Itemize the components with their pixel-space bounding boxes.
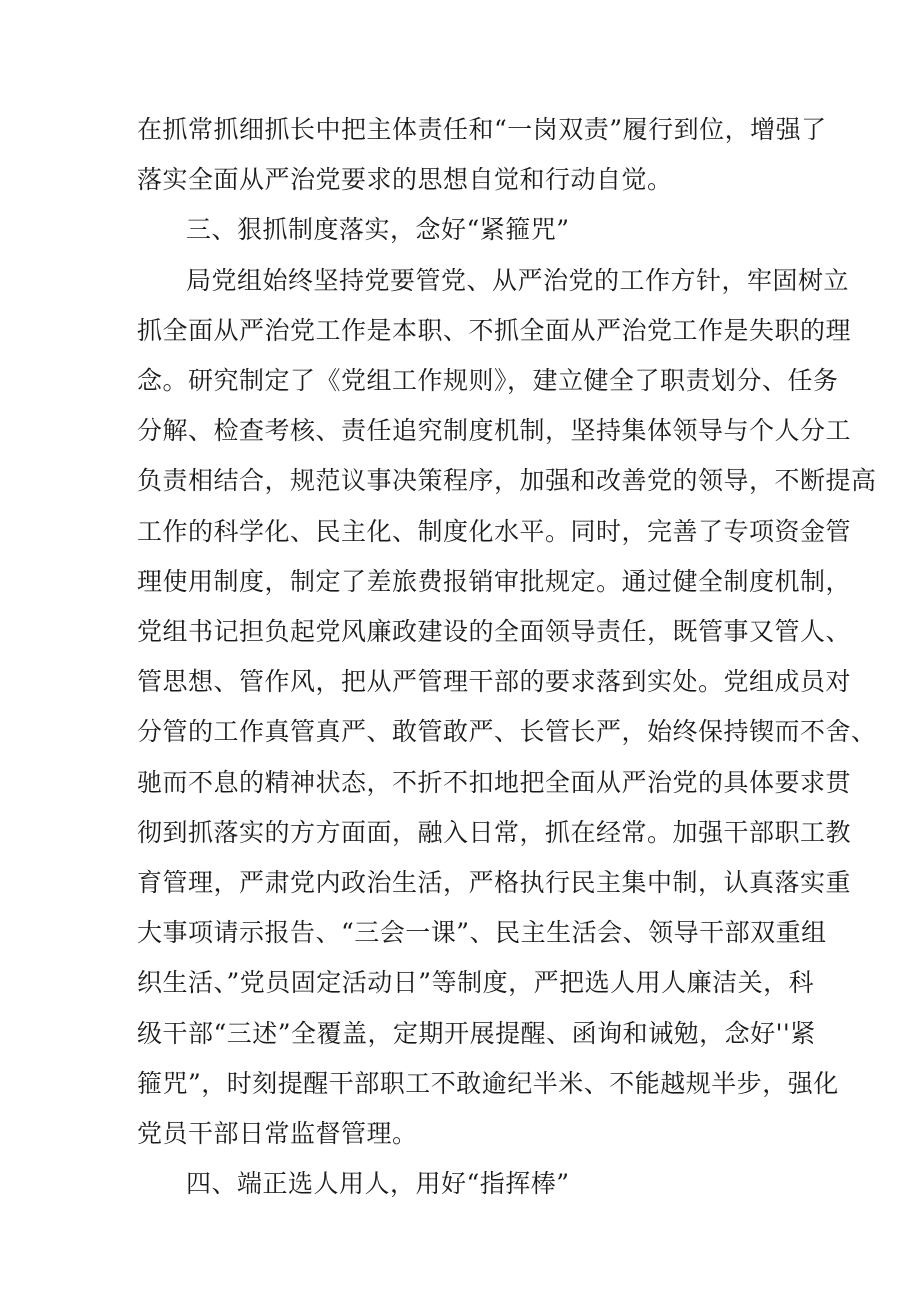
text-line: 抓全面从严治党工作是本职、不抓全面从严治党工作是失职的理	[137, 316, 852, 345]
text-line: 负责相结合，规范议事决策程序，加强和改善党的领导，不断提高	[137, 466, 877, 495]
text-line: 党员干部日常监督管理。	[137, 1119, 418, 1148]
text-line: 彻到抓落实的方方面面，融入日常，抓在经常。加强干部职工教	[137, 818, 852, 847]
text-line: 箍咒”，时刻提醒干部职工不敢逾纪半米、不能越规半步，强化	[137, 1069, 839, 1098]
text-line: 念。研究制定了《党组工作规则》，建立健全了职责划分、任务	[137, 366, 839, 395]
text-line: 育管理，严肃党内政治生活，严格执行民主集中制，认真落实重	[137, 868, 852, 897]
text-line: 驰而不息的精神状态，不折不扣地把全面从严治党的具体要求贯	[137, 768, 852, 797]
text-line: 理使用制度，制定了差旅费报销审批规定。通过健全制度机制，	[137, 567, 852, 596]
text-line: 分管的工作真管真严、敢管敢严、长管长严，始终保持锲而不舍、	[137, 717, 877, 746]
text-line: 落实全面从严治党要求的思想自觉和行动自觉。	[137, 165, 673, 194]
section-heading: 四、端正选人用人，用好“指挥棒”	[186, 1169, 570, 1198]
text-line: 在抓常抓细抓长中把主体责任和“一岗双责”履行到位，增强了	[137, 115, 827, 144]
section-heading: 三、狠抓制度落实，念好“紧箍咒”	[186, 215, 570, 244]
paragraph-first-line: 局党组始终坚持党要管党、从严治党的工作方针，牢固树立	[186, 266, 850, 295]
text-line: 工作的科学化、民主化、制度化水平。同时，完善了专项资金管	[137, 517, 852, 546]
text-line: 大事项请示报告、“三会一课”、民主生活会、领导干部双重组	[137, 918, 827, 947]
text-line: 级干部“三述”全覆盖，定期开展提醒、函询和诫勉，念好''紧	[137, 1019, 816, 1048]
text-line: 管思想、管作风，把从严管理干部的要求落到实处。党组成员对	[137, 667, 852, 696]
text-line: 分解、检查考核、责任追究制度机制，坚持集体领导与个人分工	[137, 416, 852, 445]
text-line: 织生活、”党员固定活动日”等制度，严把选人用人廉洁关，科	[137, 968, 815, 997]
text-line: 党组书记担负起党风廉政建设的全面领导责任，既管事又管人、	[137, 617, 852, 646]
